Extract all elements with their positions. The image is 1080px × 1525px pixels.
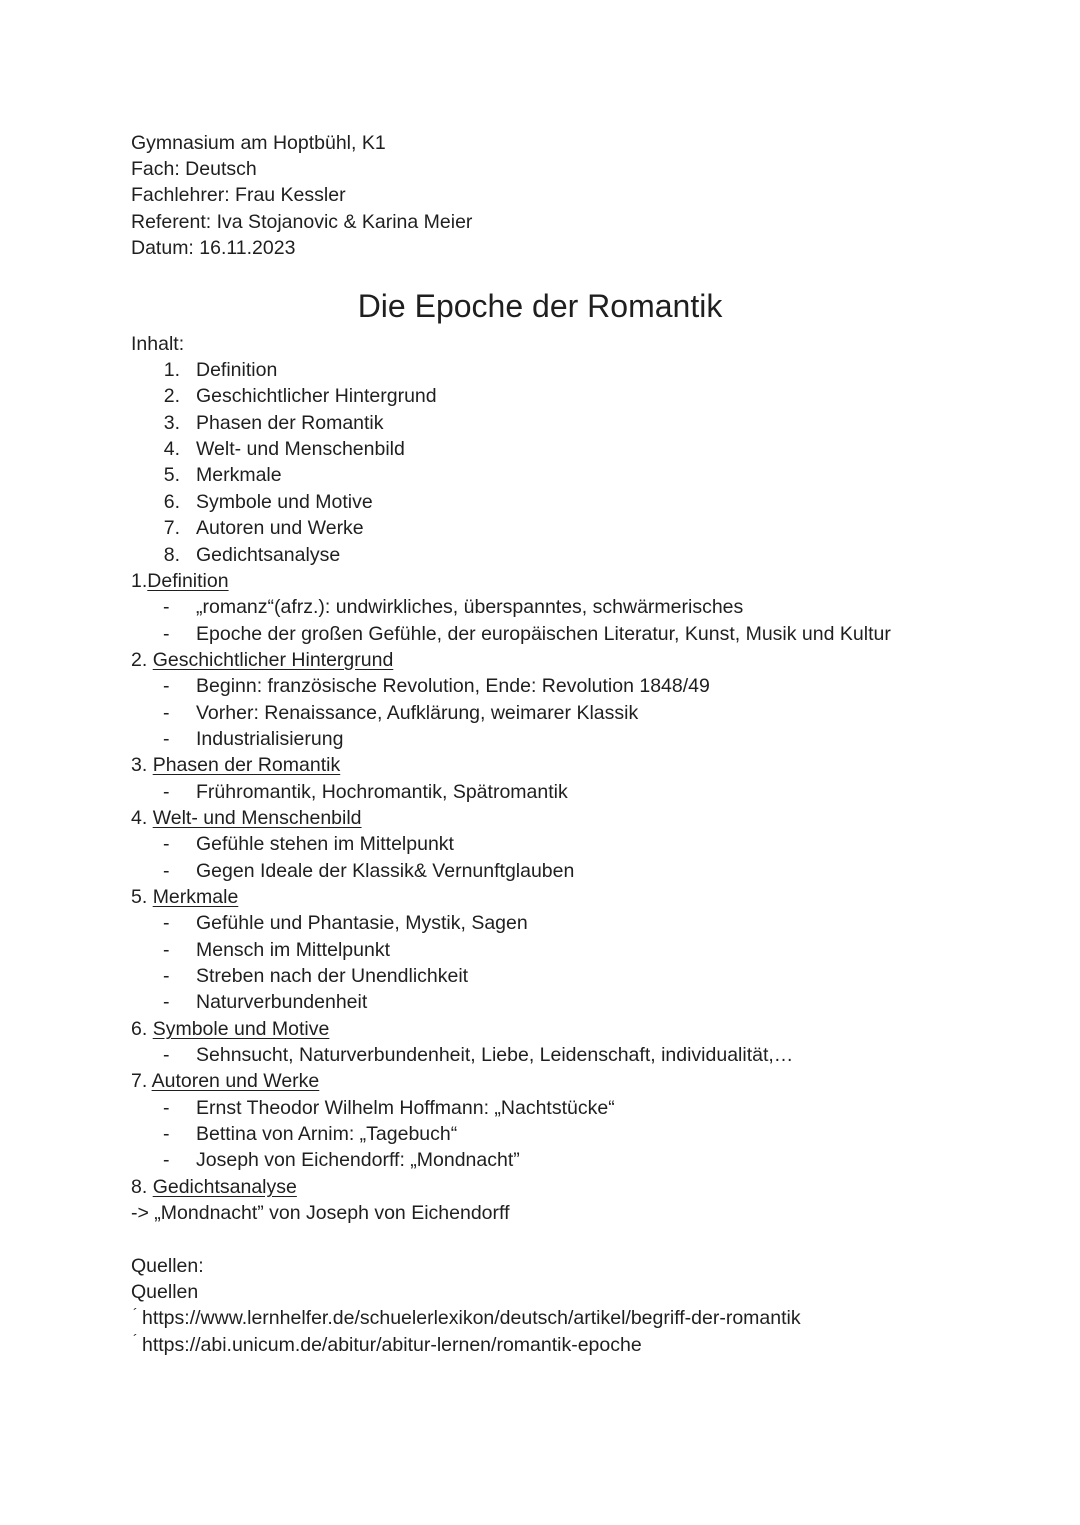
section-number: 5. xyxy=(131,886,153,908)
section-title: Welt- und Menschenbild xyxy=(152,807,362,829)
date-line: Datum: 16.11.2023 xyxy=(131,237,296,259)
section-number: 4. xyxy=(131,807,153,829)
toc-item-text: Definition xyxy=(196,359,278,381)
toc-item-text: Geschichtlicher Hintergrund xyxy=(196,385,437,407)
bullet-dash: - xyxy=(163,860,170,882)
list-item: Gefühle stehen im Mittelpunkt xyxy=(196,833,454,855)
list-item: Gegen Ideale der Klassik& Vernunftglauben xyxy=(196,860,575,882)
bullet-dash: - xyxy=(163,702,170,724)
list-item: Joseph von Eichendorff: „Mondnacht” xyxy=(196,1149,520,1171)
toc-item-number: 3. xyxy=(163,412,180,434)
list-item: Gefühle und Phantasie, Mystik, Sagen xyxy=(196,912,528,934)
bullet-dash: - xyxy=(163,833,170,855)
list-item: Epoche der großen Gefühle, der europäischen Literatur, Kunst, Musik und Kultur xyxy=(196,623,891,645)
section-heading xyxy=(131,572,229,592)
toc-item-text: Gedichtsanalyse xyxy=(196,544,341,566)
toc-label: Inhalt: xyxy=(131,333,185,355)
section-number: 8. xyxy=(131,1176,153,1198)
section-number: 2. xyxy=(131,649,153,671)
bullet-dash: - xyxy=(163,912,170,934)
tick-mark: ´ xyxy=(133,1331,138,1347)
list-item: Beginn: französische Revolution, Ende: Revolution 1848/49 xyxy=(196,675,710,697)
list-item: Sehnsucht, Naturverbundenheit, Liebe, Leidenschaft, individualität,… xyxy=(196,1044,794,1066)
list-item: Vorher: Renaissance, Aufklärung, weimarer Klassik xyxy=(196,702,639,724)
list-item: Ernst Theodor Wilhelm Hoffmann: „Nachtstücke“ xyxy=(196,1097,615,1119)
bullet-dash: - xyxy=(163,1123,170,1145)
bullet-dash: - xyxy=(163,728,170,750)
toc-item-text: Phasen der Romantik xyxy=(196,412,384,434)
section-heading xyxy=(131,809,362,829)
section-heading xyxy=(131,888,238,908)
list-item: Streben nach der Unendlichkeit xyxy=(196,965,469,987)
section-title: Symbole und Motive xyxy=(152,1018,330,1040)
source-link[interactable]: https://abi.unicum.de/abitur/abitur-lernen/romantik-epoche xyxy=(142,1334,642,1356)
bullet-dash: - xyxy=(163,675,170,697)
list-item: Industrialisierung xyxy=(196,728,344,750)
toc-item-text: Symbole und Motive xyxy=(196,491,373,513)
speakers-line: Referent: Iva Stojanovic & Karina Meier xyxy=(131,211,473,233)
subject-line: Fach: Deutsch xyxy=(131,158,257,180)
school-line: Gymnasium am Hoptbühl, K1 xyxy=(131,132,386,154)
page-title: Die Epoche der Romantik xyxy=(357,288,723,324)
bullet-dash: - xyxy=(163,965,170,987)
toc-item-text: Autoren und Werke xyxy=(196,517,364,539)
bullet-dash: - xyxy=(163,1097,170,1119)
section-heading xyxy=(131,1020,329,1040)
list-item: Bettina von Arnim: „Tagebuch“ xyxy=(196,1123,458,1145)
section-number: 7. xyxy=(131,1070,152,1092)
tick-mark: ´ xyxy=(133,1305,138,1321)
toc-item-text: Merkmale xyxy=(196,464,282,486)
section-heading xyxy=(131,756,340,776)
bullet-dash: - xyxy=(163,1149,170,1171)
teacher-line: Fachlehrer: Frau Kessler xyxy=(131,184,346,206)
section-number: 3. xyxy=(131,754,153,776)
section-title: Phasen der Romantik xyxy=(152,754,341,776)
bullet-dash: - xyxy=(163,991,170,1013)
section-title: Autoren und Werke xyxy=(151,1070,320,1092)
toc-item-number: 8. xyxy=(163,544,180,566)
list-item: Mensch im Mittelpunkt xyxy=(196,939,390,961)
sources-label: Quellen: xyxy=(131,1255,204,1277)
section-heading xyxy=(131,651,393,671)
bullet-dash: - xyxy=(163,623,170,645)
list-item: „romanz“(afrz.): undwirkliches, überspanntes, schwärmerisches xyxy=(196,596,744,618)
toc-item-number: 2. xyxy=(163,385,180,407)
list-item: Frühromantik, Hochromantik, Spätromantik xyxy=(196,781,568,803)
section-title: Merkmale xyxy=(152,886,239,908)
section-title: Definition xyxy=(147,570,229,592)
toc-item-number: 7. xyxy=(163,517,180,539)
bullet-dash: - xyxy=(163,781,170,803)
bullet-dash: - xyxy=(163,939,170,961)
bullet-dash: - xyxy=(163,596,170,618)
toc-item-number: 1. xyxy=(163,359,180,381)
list-item: Naturverbundenheit xyxy=(196,991,368,1013)
toc-item-text: Welt- und Menschenbild xyxy=(196,438,405,460)
analysis-note: -> „Mondnacht” von Joseph von Eichendorff xyxy=(131,1202,510,1224)
section-heading xyxy=(131,1072,319,1092)
source-link[interactable]: https://www.lernhelfer.de/schuelerlexikon/deutsch/artikel/begriff-der-romantik xyxy=(142,1307,801,1329)
section-title: Geschichtlicher Hintergrund xyxy=(152,649,394,671)
section-title: Gedichtsanalyse xyxy=(152,1176,297,1198)
toc-item-number: 6. xyxy=(163,491,180,513)
section-heading xyxy=(131,1178,297,1198)
toc-item-number: 5. xyxy=(163,464,180,486)
section-number: 1. xyxy=(131,570,148,592)
section-number: 6. xyxy=(131,1018,153,1040)
sources-label-repeat: Quellen xyxy=(131,1281,199,1303)
toc-item-number: 4. xyxy=(163,438,180,460)
bullet-dash: - xyxy=(163,1044,170,1066)
